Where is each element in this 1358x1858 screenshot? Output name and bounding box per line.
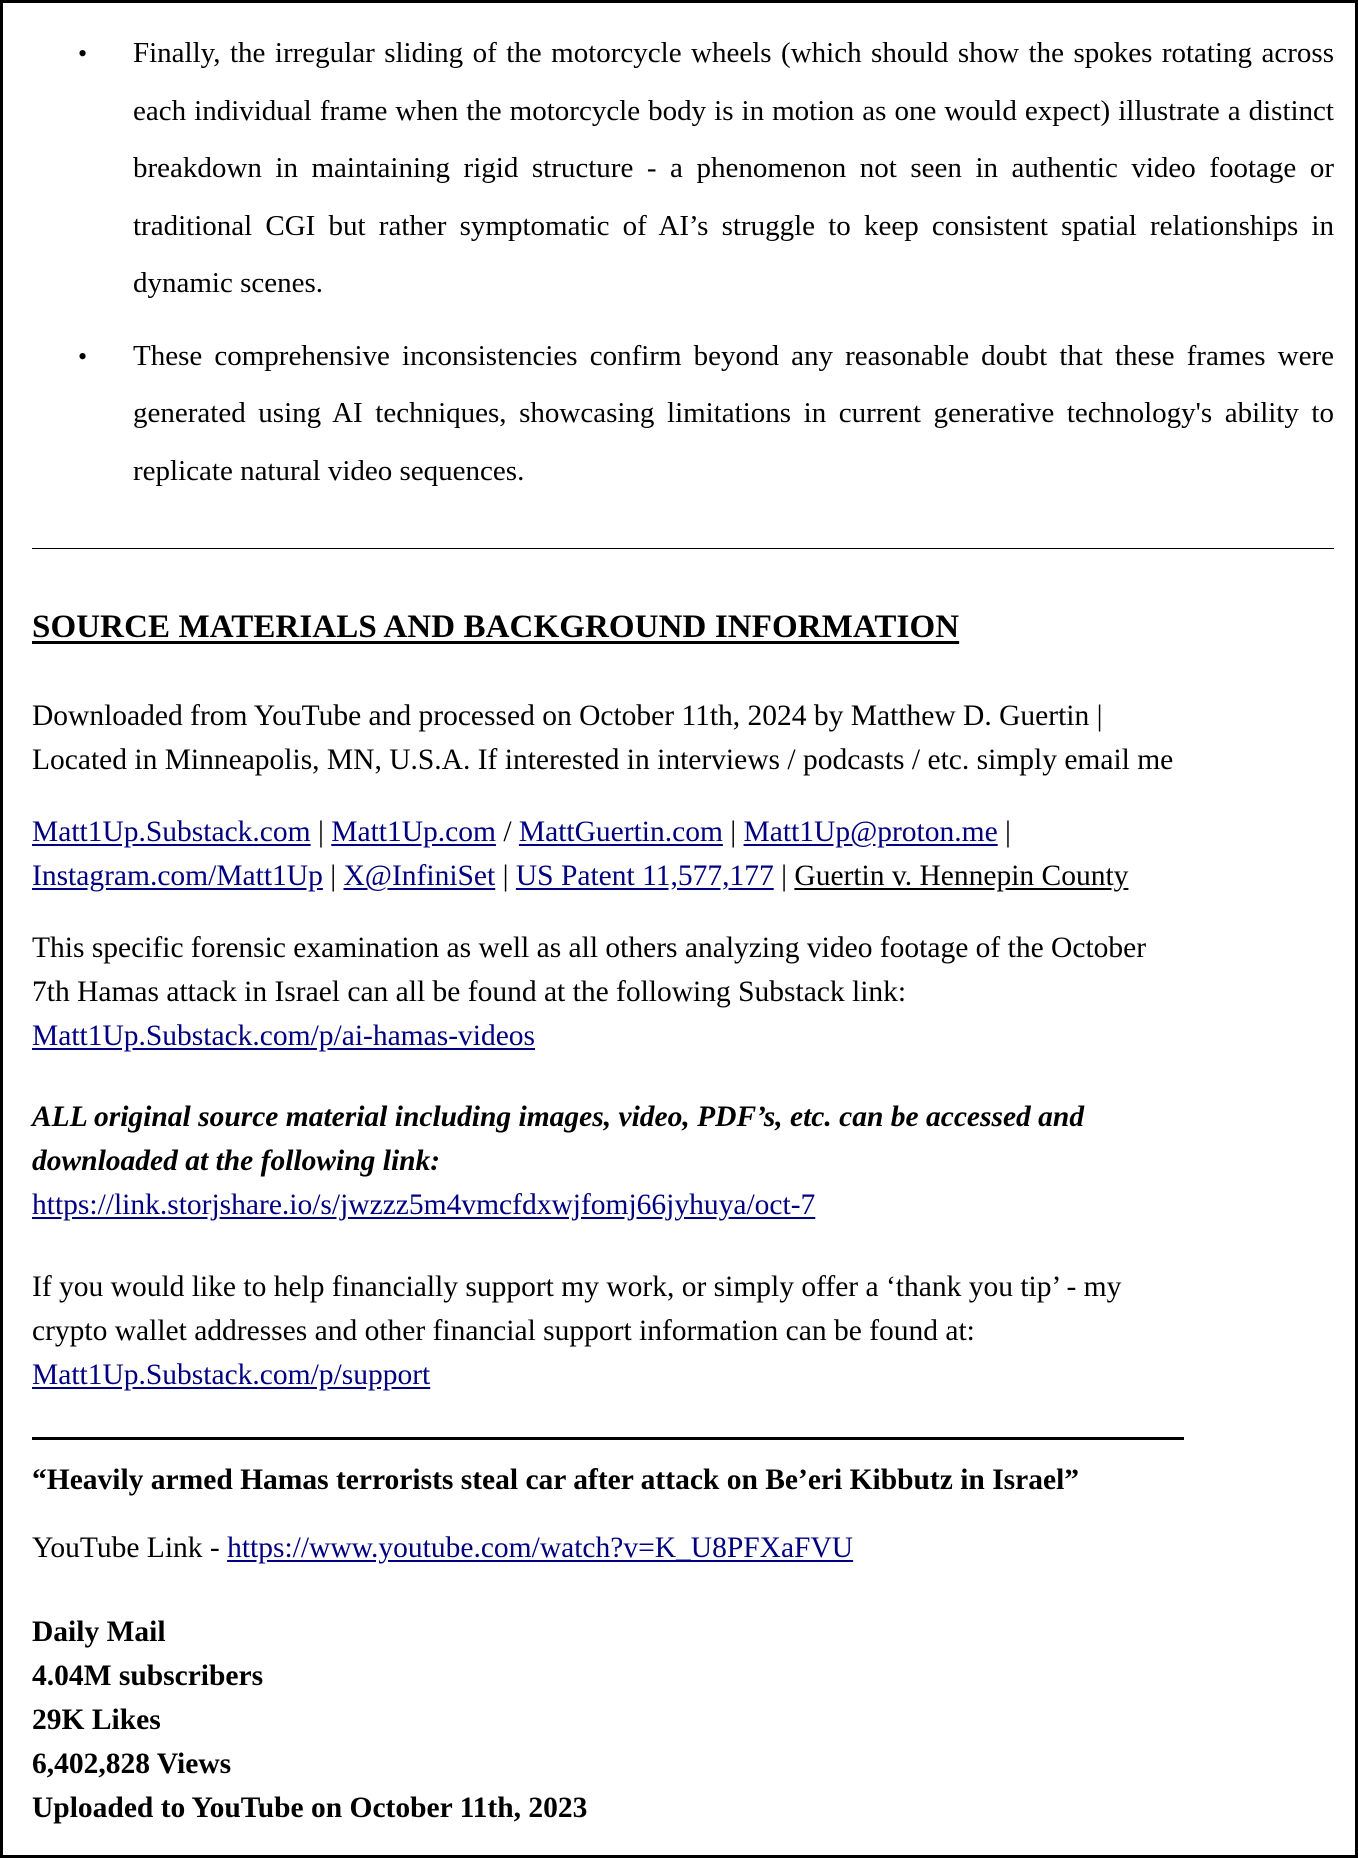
- website-link[interactable]: Matt1Up.com: [331, 816, 496, 848]
- support-link[interactable]: Matt1Up.Substack.com/p/support: [32, 1359, 431, 1391]
- bullet-icon: •: [78, 39, 88, 68]
- youtube-link-line: [32, 1526, 1332, 1570]
- contact-links: [32, 810, 1332, 898]
- source-line: ALL original source material including images, video, PDF’s, etc. can be accessed and: [32, 1101, 1085, 1133]
- short-divider: [32, 1437, 1184, 1440]
- channel-name: Daily Mail: [32, 1616, 166, 1648]
- forensic-line: This specific forensic examination as well as all others analyzing video footage of the October: [32, 932, 1147, 964]
- separator: |: [322, 860, 344, 892]
- bullet-text: Finally, the irregular sliding of the motorcycle wheels (which should show the spokes rotating across each individual frame when the motorcycle body is in motion as one would expect) illustrate a distinct breakdown in maintaining rigid structure - a phenomenon not seen in authentic video footage or traditional CGI but rather symptomatic of AI’s struggle to keep consistent spatial relationships in dynamic scenes.: [133, 37, 1334, 299]
- separator: |: [495, 860, 516, 892]
- source-line: downloaded at the following link:: [32, 1145, 441, 1177]
- substack-link[interactable]: Matt1Up.Substack.com: [32, 816, 311, 848]
- bullet-item: [78, 25, 1334, 313]
- source-paragraph: [32, 1095, 1332, 1227]
- bullet-list: [78, 25, 1334, 515]
- storj-link[interactable]: https://link.storjshare.io/s/jwzzz5m4vmcfdxwjfomj66jyhuya/oct-7: [32, 1189, 816, 1221]
- forensic-paragraph: [32, 926, 1332, 1058]
- video-title: “Heavily armed Hamas terrorists steal car after attack on Be’eri Kibbutz in Israel”: [32, 1464, 1080, 1496]
- upload-date: Uploaded to YouTube on October 11th, 2023: [32, 1792, 588, 1824]
- view-count: 6,402,828 Views: [32, 1748, 232, 1780]
- video-stats: [32, 1610, 587, 1830]
- intro-paragraph: [32, 694, 1332, 782]
- support-line: crypto wallet addresses and other financial support information can be found at:: [32, 1315, 975, 1347]
- x-link[interactable]: X@InfiniSet: [343, 860, 496, 892]
- intro-line: Downloaded from YouTube and processed on October 11th, 2024 by Matthew D. Guertin |: [32, 700, 1103, 732]
- separator: |: [310, 816, 332, 848]
- website-link[interactable]: MattGuertin.com: [518, 816, 723, 848]
- instagram-link[interactable]: Instagram.com/Matt1Up: [32, 860, 323, 892]
- separator: /: [495, 816, 519, 848]
- bullet-icon: •: [78, 341, 88, 371]
- separator: |: [773, 860, 795, 892]
- horizontal-divider: [32, 548, 1334, 549]
- bullet-item: [78, 328, 1334, 501]
- forensic-line: 7th Hamas attack in Israel can all be found at the following Substack link:: [32, 976, 907, 1008]
- hamas-videos-link[interactable]: Matt1Up.Substack.com/p/ai-hamas-videos: [32, 1020, 536, 1052]
- youtube-label: YouTube Link -: [32, 1532, 228, 1564]
- support-paragraph: [32, 1265, 1332, 1397]
- bullet-text: These comprehensive inconsistencies confirm beyond any reasonable doubt that these frames were generated using AI techniques, showcasing limitations in current generative technology's ability to replicate natural video sequences.: [133, 339, 1334, 487]
- separator: |: [997, 816, 1011, 848]
- section-heading: SOURCE MATERIALS AND BACKGROUND INFORMATION: [32, 609, 960, 645]
- contact-links-row: [32, 810, 1332, 854]
- email-link[interactable]: Matt1Up@proton.me: [743, 816, 998, 848]
- youtube-link[interactable]: https://www.youtube.com/watch?v=K_U8PFXaFVU: [227, 1532, 854, 1564]
- court-case-text: Guertin v. Hennepin County: [794, 860, 1129, 892]
- like-count: 29K Likes: [32, 1704, 161, 1736]
- patent-link[interactable]: US Patent 11,577,177: [515, 860, 774, 892]
- separator: |: [722, 816, 744, 848]
- support-line: If you would like to help financially support my work, or simply offer a ‘thank you tip’ - my: [32, 1271, 1122, 1303]
- contact-links-row: [32, 854, 1332, 898]
- intro-line: Located in Minneapolis, MN, U.S.A. If interested in interviews / podcasts / etc. simply email me: [32, 744, 1174, 776]
- subscriber-count: 4.04M subscribers: [32, 1660, 264, 1692]
